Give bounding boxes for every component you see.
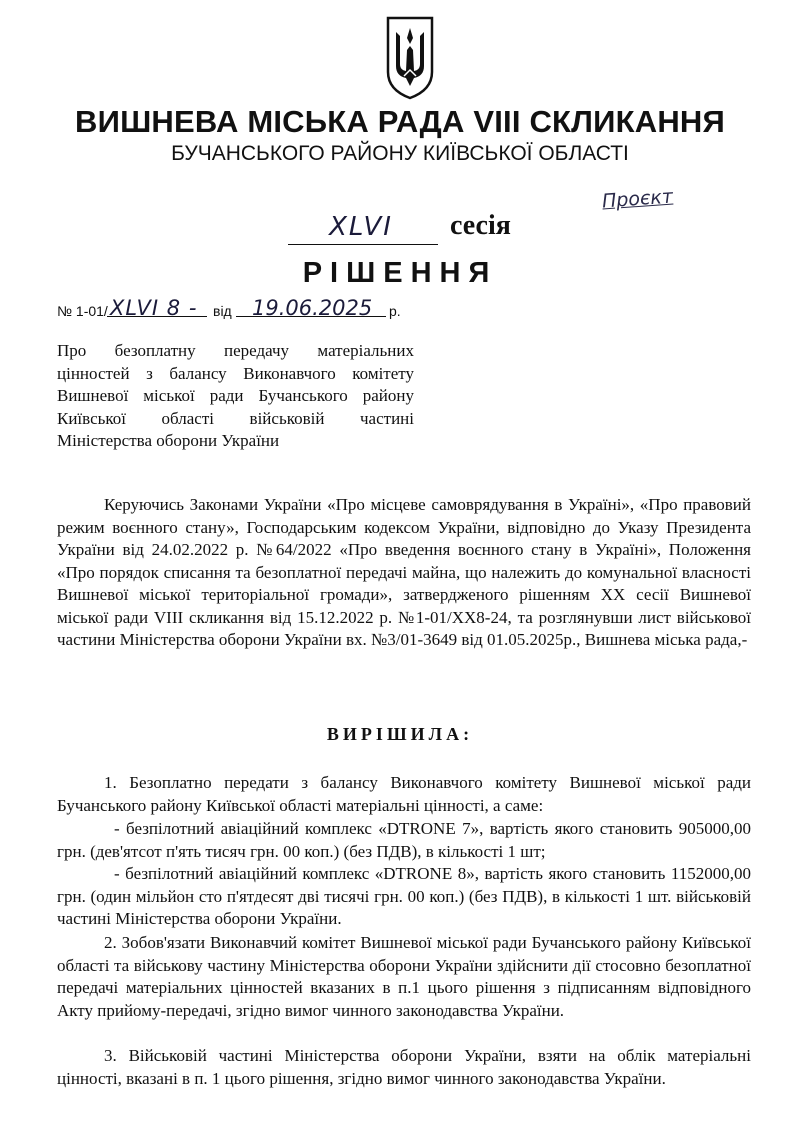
decision-subject: Про безоплатну передачу матеріальних цінностей з балансу Виконавчого комітету Вишневої міської ради Бучанського району Київської області військовій частині Міністерства оборони України	[57, 341, 414, 450]
decision-item-2: 2. Зобов'язати Виконавчий комітет Вишневої міської ради Бучанського району Київської області та військову частину Міністерства оборони України здійснити дії стосовно безоплатної передачі матеріальних цінностей вказаних в п.1 цього рішення з підписанням відповідного Акту прийому-передачі, згідно вимог чинного законодавства України.	[57, 933, 751, 1020]
date-value: 19.06.2025	[252, 296, 373, 320]
trident-emblem-icon	[384, 14, 436, 100]
decision-item-3: 3. Військовій частині Міністерства оборони України, взяти на облік матеріальні цінності, вказані в п. 1 цього рішення, згідно вимог чинного законодавства України.	[57, 1046, 751, 1088]
preamble-paragraph: Керуючись Законами України «Про місцеве самоврядування в Україні», «Про правовий режим воєнного стану», Господарським кодексом України, відповідно до Указу Президента України від 24.02.2022 р. №64/2022 «Про введення воєнного стану в Україні», Положення «Про порядок списання та безоплатної передачі майна, що належить до комунальної власності Вишневої міської територіальної громади», затвердженого рішенням XX сесії Вишневої міської ради VIII скликання від 15.12.2022 р. №1-01/XX8-24, та розглянувши лист військової частини Міністерства оборони України вх. №3/01-3649 від 01.05.2025р., Вишнева міська рада,-	[57, 495, 751, 649]
council-subtitle: БУЧАНСЬКОГО РАЙОНУ КИЇВСЬКОЇ ОБЛАСТІ	[171, 142, 629, 165]
council-title: ВИШНЕВА МІСЬКА РАДА VIII СКЛИКАННЯ	[75, 104, 725, 139]
resolved-heading: ВИРІШИЛА:	[326, 724, 474, 744]
decision-title: РІШЕННЯ	[302, 257, 498, 289]
date-from-label: від	[213, 303, 232, 319]
year-suffix: р.	[389, 303, 401, 319]
number-value: XLVI 8 -	[110, 296, 198, 320]
number-label: № 1-01/	[57, 303, 108, 319]
decision-subitem-dtrone-8: - безпілотний авіаційний комплекс «DTRONE 8», вартість якого становить 1152000,00 грн. (один мільйон сто п'ятдесят дві тисячі грн. 00 коп.) (без ПДВ), в кількості 1 шт. військовій частині Міністерства оборони України.	[57, 864, 751, 928]
decision-item-1: 1. Безоплатно передати з балансу Виконавчого комітету Вишневої міської ради Бучанського району Київської області матеріальні цінності, а саме:	[57, 773, 751, 815]
session-label: сесія	[450, 210, 511, 241]
session-number: XLVI	[329, 212, 393, 242]
draft-handwritten-note: Проєкт	[601, 185, 674, 213]
decision-subitem-dtrone-7: - безпілотний авіаційний комплекс «DTRONE 7», вартість якого становить 905000,00 грн. (дев'ятсот п'ять тисяч грн. 00 коп.) (без ПДВ), в кількості 1 шт;	[57, 819, 751, 861]
